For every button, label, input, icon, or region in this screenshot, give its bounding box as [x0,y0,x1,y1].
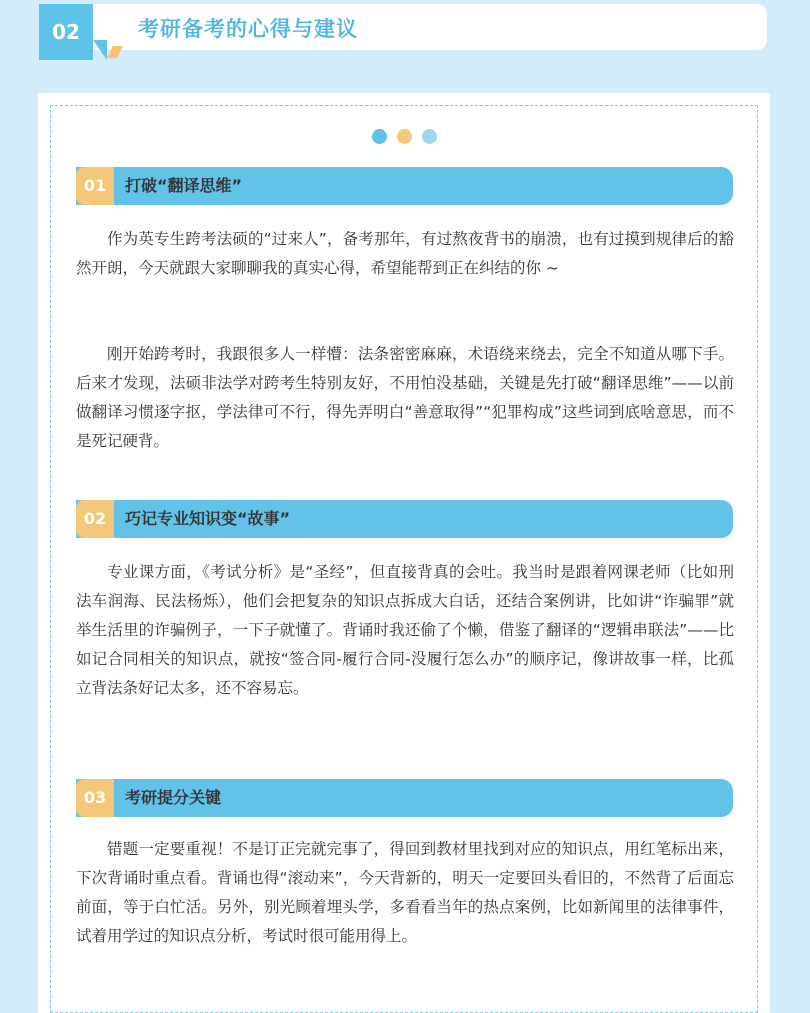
content-card [38,93,770,1013]
section-title: 巧记专业知识变“故事” [125,509,291,528]
paragraph: 刚开始跨考时，我跟很多人一样懵：法条密密麻麻，术语绕来绕去，完全不知道从哪下手。后来才发现，法硕非法学对跨考生特别友好，不用怕没基础，关键是先打破“翻译思维”——以前做翻译习惯逐字抠，学法律可不行，得先弄明白“善意取得”“犯罪构成”这些词到底啥意思，而不是死记硬背。 [76,345,734,450]
dot-icon-blue [372,129,387,144]
paragraph: 专业课方面，《考试分析》是“圣经”，但直接背真的会吐。我当时是跟着网课老师（比如刑法车润海、民法杨烁），他们会把复杂的知识点拆成大白话，还结合案例讲，比如讲“诈骗罪”就举生活里的诈骗例子，一下子就懂了。背诵时我还偷了个懒，借鉴了翻译的“逻辑串联法”——比如记合同相关的知识点，就按“签合同-履行合同-没履行怎么办”的顺序记，像讲故事一样，比孤立背法条好记太多，还不容易忘。 [76,563,734,697]
section-number: 01 [76,167,114,205]
section-title: 考研提分关键 [125,788,222,807]
header-number: 02 [52,20,80,44]
section-heading-02 [76,500,733,538]
header-number-badge [39,4,93,60]
section-number: 02 [76,500,114,538]
dot-icon-light-blue [422,129,437,144]
section-heading-01 [76,167,733,205]
section-number: 03 [76,779,114,817]
section-title: 打破“翻译思维” [125,176,243,195]
section-heading-03 [76,779,733,817]
paragraph: 错题一定要重视！不是订正完就完事了，得回到教材里找到对应的知识点，用红笔标出来，下次背诵时重点看。背诵也得“滚动来”，今天背新的，明天一定要回头看旧的，不然背了后面忘前面，等于白忙活。另外，别光顾着埋头学，多看看当年的热点案例，比如新闻里的法律事件，试着用学过的知识点分析，考试时很可能用得上。 [76,840,734,945]
paragraph: 作为英专生跨考法硕的“过来人”，备考那年，有过熬夜背书的崩溃，也有过摸到规律后的豁然开朗，今天就跟大家聊聊我的真实心得，希望能帮到正在纠结的你 ~ [76,230,734,277]
dot-icon-yellow [397,129,412,144]
page-title: 考研备考的心得与建议 [138,17,358,41]
header-decoration [93,40,107,60]
